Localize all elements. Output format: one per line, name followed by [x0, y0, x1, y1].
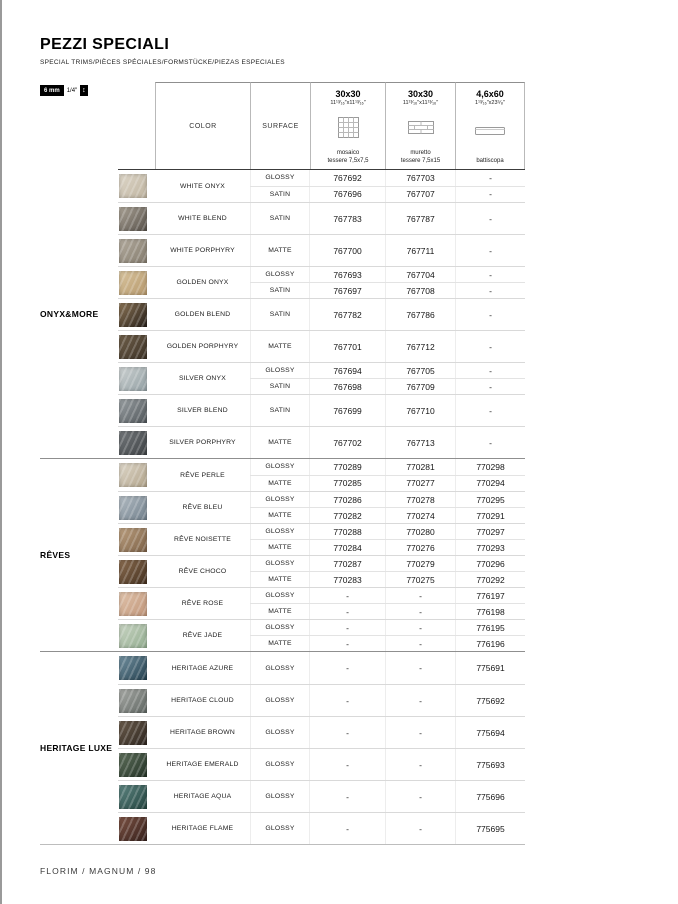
- surface-rows: [250, 363, 525, 394]
- article-code: 767712: [385, 331, 455, 362]
- surface-label: MATTE: [250, 235, 310, 266]
- surface-row: [250, 170, 525, 186]
- thumbnail-cell: [118, 170, 155, 202]
- color-name: RÊVE BLEU: [182, 504, 223, 511]
- surface-row: [250, 459, 525, 475]
- color-block: [118, 780, 525, 812]
- article-code: 767694: [333, 365, 362, 376]
- color-block: [118, 394, 525, 426]
- article-code: 770298: [455, 459, 525, 475]
- article-code: -: [455, 203, 525, 234]
- thumbnail-cell: [118, 427, 155, 458]
- surface-row: [250, 395, 525, 426]
- surface-label: GLOSSY: [250, 267, 310, 282]
- size-inches: 11¹³⁄₁₆″x11¹³⁄₁₆″: [402, 100, 439, 106]
- article-code: -: [346, 727, 349, 738]
- thickness-inches: 1/4″: [66, 87, 78, 94]
- surface-row: [250, 331, 525, 362]
- surface-label: GLOSSY: [250, 685, 310, 716]
- article-code: 770285: [333, 478, 362, 489]
- group-label: ONYX&MORE: [40, 309, 99, 319]
- surface-row: [250, 717, 525, 748]
- surface-rows: [250, 620, 525, 651]
- article-code: 770296: [455, 556, 525, 571]
- surface-row: [250, 363, 525, 378]
- article-code: 767703: [385, 170, 455, 186]
- surface-row: [250, 507, 525, 523]
- thumbnail-cell: [118, 588, 155, 619]
- thumbnail-cell: [118, 459, 155, 491]
- surface-label: MATTE: [250, 540, 310, 555]
- thumbnail-cell: [118, 363, 155, 394]
- header-cells: [118, 82, 525, 170]
- article-code: -: [455, 331, 525, 362]
- article-code: 767693: [333, 269, 362, 280]
- article-code: 770284: [333, 542, 362, 553]
- surface-label: GLOSSY: [250, 459, 310, 475]
- surface-label: GLOSSY: [250, 363, 310, 378]
- surface-row: [250, 267, 525, 282]
- group-section: [40, 458, 525, 651]
- size-caption: [401, 149, 440, 165]
- surface-row: [250, 603, 525, 619]
- size-caption-line: mosaico: [336, 149, 360, 156]
- color-block: [118, 170, 525, 202]
- thumbnail-cell: [118, 813, 155, 844]
- color-block: [118, 298, 525, 330]
- header-size-battiscopa: [455, 82, 525, 169]
- surface-label: SATIN: [250, 283, 310, 298]
- article-code: 770292: [455, 572, 525, 587]
- page-left-edge: [0, 0, 2, 904]
- surface-label: MATTE: [250, 572, 310, 587]
- article-code: -: [385, 813, 455, 844]
- color-block: [118, 716, 525, 748]
- surface-rows: [250, 749, 525, 780]
- color-name: RÊVE PERLE: [180, 471, 225, 479]
- surface-label: GLOSSY: [250, 620, 310, 635]
- color-swatch-image: [119, 367, 147, 391]
- article-code: 770288: [333, 526, 362, 537]
- thumbnail-cell: [118, 652, 155, 684]
- surface-row: [250, 539, 525, 555]
- surface-label: MATTE: [250, 604, 310, 619]
- size-caption: [327, 149, 368, 165]
- article-code: 770291: [455, 508, 525, 523]
- article-code: 770293: [455, 540, 525, 555]
- header-color: COLOR: [155, 82, 250, 169]
- article-code: 775692: [455, 685, 525, 716]
- color-swatch-image: [119, 271, 147, 295]
- article-code: -: [455, 283, 525, 298]
- group-section: [40, 170, 525, 458]
- article-code: 767713: [385, 427, 455, 458]
- surface-label: GLOSSY: [250, 556, 310, 571]
- group-label: HERITAGE LUXE: [40, 743, 113, 753]
- article-code: 767786: [385, 299, 455, 330]
- thumbnail-cell: [118, 299, 155, 330]
- surface-row: [250, 813, 525, 844]
- article-code: -: [385, 781, 455, 812]
- article-code: -: [455, 267, 525, 282]
- surface-rows: [250, 492, 525, 523]
- thickness-arrow-icon: ↕: [82, 87, 86, 94]
- article-code: 767711: [385, 235, 455, 266]
- surface-label: GLOSSY: [250, 524, 310, 539]
- surface-rows: [250, 717, 525, 748]
- thumbnail-cell: [118, 395, 155, 426]
- thumbnail-cell: [118, 620, 155, 651]
- thumbnail-cell: [118, 556, 155, 587]
- color-block: [118, 202, 525, 234]
- skirting-battiscopa-icon: [475, 106, 505, 157]
- color-block: [118, 459, 525, 491]
- surface-row: [250, 203, 525, 234]
- article-code: 767700: [333, 245, 362, 256]
- size-value: 30x30: [407, 89, 434, 99]
- surface-label: GLOSSY: [250, 492, 310, 507]
- article-code: 770279: [385, 556, 455, 571]
- color-name: WHITE ONYX: [179, 182, 226, 190]
- mosaic-grid-icon: [338, 106, 359, 149]
- size-caption-line: tessere 7,5x15: [400, 157, 441, 164]
- thumbnail-cell: [118, 717, 155, 748]
- surface-label: MATTE: [250, 427, 310, 458]
- color-name: SILVER ONYX: [178, 375, 227, 382]
- thumbnail-cell: [118, 685, 155, 716]
- color-block: [118, 330, 525, 362]
- surface-rows: [250, 170, 525, 202]
- color-name: WHITE PORPHYRY: [170, 247, 235, 254]
- surface-row: [250, 620, 525, 635]
- article-code: -: [385, 749, 455, 780]
- thickness-badge: [40, 85, 88, 96]
- color-swatch-image: [119, 463, 147, 487]
- surface-row: [250, 652, 525, 684]
- article-code: 770280: [385, 524, 455, 539]
- color-name: HERITAGE BROWN: [170, 729, 235, 736]
- surface-rows: [250, 235, 525, 266]
- color-swatch-image: [119, 335, 147, 359]
- surface-label: SATIN: [250, 395, 310, 426]
- article-code: 776195: [455, 620, 525, 635]
- surface-rows: [250, 203, 525, 234]
- color-swatch-image: [119, 303, 147, 327]
- color-name: GOLDEN PORPHYRY: [166, 343, 239, 350]
- group-blocks: [118, 459, 525, 651]
- article-code: 767704: [385, 267, 455, 282]
- surface-rows: [250, 299, 525, 330]
- color-swatch-image: [119, 431, 147, 455]
- page-title: PEZZI SPECIALI: [40, 36, 170, 53]
- size-value: 4,6x60: [476, 89, 504, 99]
- article-code: 776198: [455, 604, 525, 619]
- article-code: 767787: [385, 203, 455, 234]
- surface-label: GLOSSY: [250, 588, 310, 603]
- size-caption-line: muretto: [410, 149, 431, 156]
- color-name: WHITE BLEND: [178, 215, 227, 222]
- surface-row: [250, 186, 525, 203]
- thumbnail-cell: [118, 235, 155, 266]
- color-name: RÊVE ROSE: [181, 600, 224, 607]
- article-code: 775693: [455, 749, 525, 780]
- article-code: 767692: [333, 172, 362, 183]
- article-code: -: [346, 638, 349, 649]
- article-code: 775694: [455, 717, 525, 748]
- table-header: [40, 82, 525, 170]
- surface-row: [250, 282, 525, 298]
- size-caption: [476, 157, 503, 165]
- color-swatch-image: [119, 689, 147, 713]
- article-code: -: [346, 590, 349, 601]
- color-swatch-image: [119, 753, 147, 777]
- article-code: -: [455, 427, 525, 458]
- surface-row: [250, 492, 525, 507]
- surface-label: GLOSSY: [250, 749, 310, 780]
- article-code: 767782: [333, 309, 362, 320]
- size-caption-line: battiscopa: [476, 157, 504, 164]
- header-thumbnail-spacer: [118, 82, 155, 169]
- surface-label: MATTE: [250, 331, 310, 362]
- article-code: -: [385, 652, 455, 684]
- article-code: 770297: [455, 524, 525, 539]
- article-code: -: [346, 622, 349, 633]
- surface-label: GLOSSY: [250, 717, 310, 748]
- color-name: RÊVE NOISETTE: [174, 536, 231, 543]
- color-block: [118, 234, 525, 266]
- surface-row: [250, 427, 525, 458]
- color-block: [118, 652, 525, 684]
- article-code: 767708: [385, 283, 455, 298]
- article-code: 770283: [333, 574, 362, 585]
- surface-rows: [250, 556, 525, 587]
- surface-row: [250, 299, 525, 330]
- group-blocks: [118, 652, 525, 844]
- article-code: -: [346, 791, 349, 802]
- color-block: [118, 619, 525, 651]
- thickness-value: 6 mm: [40, 85, 64, 96]
- group-label: RÊVES: [40, 550, 71, 560]
- article-code: 770286: [333, 494, 362, 505]
- article-code: 770294: [455, 476, 525, 492]
- color-block: [118, 812, 525, 844]
- article-code: 770295: [455, 492, 525, 507]
- surface-row: [250, 378, 525, 394]
- surface-row: [250, 588, 525, 603]
- color-swatch-image: [119, 560, 147, 584]
- surface-rows: [250, 267, 525, 298]
- article-code: 770282: [333, 510, 362, 521]
- surface-rows: [250, 781, 525, 812]
- size-caption-line: tessere 7,5x7,5: [327, 157, 369, 164]
- article-code: 770281: [385, 459, 455, 475]
- color-swatch-image: [119, 239, 147, 263]
- color-name: HERITAGE EMERALD: [166, 761, 239, 768]
- color-swatch-image: [119, 817, 147, 841]
- color-block: [118, 587, 525, 619]
- surface-row: [250, 781, 525, 812]
- article-code: -: [385, 604, 455, 619]
- color-name: RÊVE JADE: [182, 632, 223, 639]
- color-swatch-image: [119, 174, 147, 198]
- surface-row: [250, 556, 525, 571]
- article-code: 770274: [385, 508, 455, 523]
- article-code: 770278: [385, 492, 455, 507]
- color-swatch-image: [119, 785, 147, 809]
- color-swatch-image: [119, 592, 147, 616]
- size-inches: 1¹³⁄₁₆″x23⁵⁄₈″: [475, 100, 505, 106]
- color-block: [118, 684, 525, 716]
- surface-label: SATIN: [250, 187, 310, 203]
- surface-label: GLOSSY: [250, 652, 310, 684]
- article-code: 776197: [455, 588, 525, 603]
- article-code: -: [385, 717, 455, 748]
- color-swatch-image: [119, 656, 147, 680]
- article-code: 770289: [333, 461, 362, 472]
- thumbnail-cell: [118, 524, 155, 555]
- surface-row: [250, 571, 525, 587]
- article-code: -: [385, 636, 455, 651]
- article-code: -: [455, 187, 525, 203]
- article-code: -: [455, 379, 525, 394]
- surface-row: [250, 235, 525, 266]
- color-block: [118, 555, 525, 587]
- surface-label: MATTE: [250, 508, 310, 523]
- article-code: -: [346, 823, 349, 834]
- surface-row: [250, 635, 525, 651]
- article-code: -: [346, 759, 349, 770]
- surface-label: GLOSSY: [250, 781, 310, 812]
- article-code: 770276: [385, 540, 455, 555]
- surface-label: GLOSSY: [250, 170, 310, 186]
- color-name: SILVER PORPHYRY: [169, 439, 236, 446]
- thumbnail-cell: [118, 331, 155, 362]
- surface-label: SATIN: [250, 379, 310, 394]
- color-swatch-image: [119, 624, 147, 648]
- article-code: -: [385, 588, 455, 603]
- color-block: [118, 491, 525, 523]
- color-swatch-image: [119, 528, 147, 552]
- color-block: [118, 266, 525, 298]
- color-name: GOLDEN BLEND: [174, 311, 231, 318]
- article-code: 767783: [333, 213, 362, 224]
- thumbnail-cell: [118, 781, 155, 812]
- surface-label: SATIN: [250, 299, 310, 330]
- color-block: [118, 523, 525, 555]
- article-code: 770287: [333, 558, 362, 569]
- surface-row: [250, 749, 525, 780]
- color-swatch-image: [119, 207, 147, 231]
- color-block: [118, 426, 525, 458]
- article-code: 775691: [455, 652, 525, 684]
- thumbnail-cell: [118, 267, 155, 298]
- color-name: HERITAGE AZURE: [171, 664, 234, 672]
- surface-label: GLOSSY: [250, 813, 310, 844]
- article-code: -: [455, 235, 525, 266]
- group-section: [40, 651, 525, 844]
- surface-rows: [250, 331, 525, 362]
- article-code: 767702: [333, 437, 362, 448]
- article-code: 767696: [333, 189, 362, 200]
- article-code: -: [346, 663, 349, 673]
- article-code: 767709: [385, 379, 455, 394]
- color-swatch-image: [119, 496, 147, 520]
- thumbnail-cell: [118, 492, 155, 523]
- page-subtitle: SPECIAL TRIMS/PIÈCES SPÉCIALES/FORMSTÜCKE/PIEZAS ESPECIALES: [40, 59, 285, 66]
- header-size-muretto: [385, 82, 455, 169]
- surface-rows: [250, 588, 525, 619]
- special-trims-table: [40, 82, 525, 845]
- surface-row: [250, 475, 525, 492]
- surface-rows: [250, 524, 525, 555]
- article-code: -: [346, 695, 349, 706]
- surface-rows: [250, 427, 525, 458]
- article-code: -: [346, 606, 349, 617]
- article-code: 767707: [385, 187, 455, 203]
- header-size-mosaico: [310, 82, 385, 169]
- surface-label: SATIN: [250, 203, 310, 234]
- surface-rows: [250, 813, 525, 844]
- article-code: 767705: [385, 363, 455, 378]
- surface-row: [250, 524, 525, 539]
- brick-muretto-icon: [408, 106, 434, 149]
- article-code: -: [455, 363, 525, 378]
- article-code: 767697: [333, 285, 362, 296]
- article-code: 767699: [333, 405, 362, 416]
- thumbnail-cell: [118, 749, 155, 780]
- table-body: [40, 170, 525, 845]
- article-code: -: [455, 299, 525, 330]
- article-code: 767710: [385, 395, 455, 426]
- thumbnail-cell: [118, 203, 155, 234]
- surface-label: MATTE: [250, 636, 310, 651]
- color-name: HERITAGE FLAME: [171, 825, 234, 832]
- surface-rows: [250, 395, 525, 426]
- color-name: HERITAGE AQUA: [173, 793, 232, 800]
- surface-rows: [250, 652, 525, 684]
- article-code: 770275: [385, 572, 455, 587]
- color-name: HERITAGE CLOUD: [171, 697, 234, 704]
- surface-rows: [250, 459, 525, 491]
- color-swatch-image: [119, 721, 147, 745]
- article-code: 767698: [333, 381, 362, 392]
- surface-rows: [250, 685, 525, 716]
- surface-label: MATTE: [250, 476, 310, 492]
- page-footer: FLORIM / MAGNUM / 98: [40, 866, 157, 876]
- article-code: -: [385, 620, 455, 635]
- article-code: -: [455, 395, 525, 426]
- color-name: RÊVE CHOCO: [178, 568, 227, 575]
- article-code: 770277: [385, 476, 455, 492]
- size-value: 30x30: [335, 89, 361, 99]
- color-block: [118, 362, 525, 394]
- article-code: 776196: [455, 636, 525, 651]
- size-inches: 11¹³⁄₁₆″x11¹³⁄₁₆″: [330, 100, 366, 106]
- header-surface: SURFACE: [250, 82, 310, 169]
- color-swatch-image: [119, 399, 147, 423]
- article-code: 775696: [455, 781, 525, 812]
- color-name: GOLDEN ONYX: [176, 279, 229, 286]
- article-code: 775695: [455, 813, 525, 844]
- article-code: 767701: [333, 341, 362, 352]
- color-name: SILVER BLEND: [177, 407, 228, 414]
- group-blocks: [118, 170, 525, 458]
- color-block: [118, 748, 525, 780]
- article-code: -: [385, 685, 455, 716]
- surface-row: [250, 685, 525, 716]
- article-code: -: [455, 170, 525, 186]
